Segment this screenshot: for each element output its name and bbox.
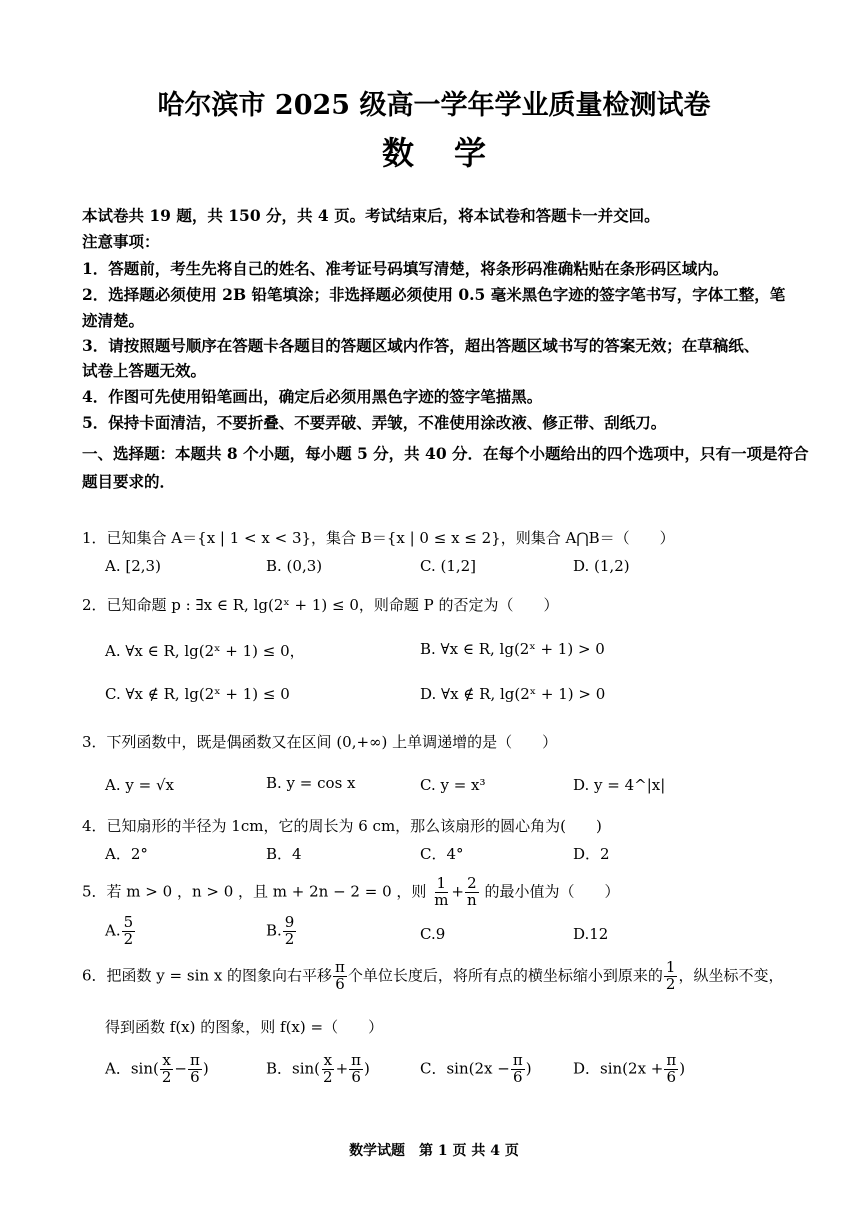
question-2-stem: 2．已知命题 p : ∃x ∈ R, lg(2ˣ + 1) ≤ 0，则命题 P 的否定为（ ） [82,596,559,614]
fraction [283,915,297,948]
option-label: C．sin(2x − [420,1059,510,1078]
question-6-option-b [266,1053,370,1086]
fraction-denominator: 2 [323,1067,333,1086]
fraction [122,915,136,948]
fraction-denominator: 2 [161,1067,172,1086]
fraction-pi-over-6 [333,960,347,993]
fraction [321,1053,335,1086]
close-paren: ) [679,1059,686,1078]
fraction-numerator: 9 [284,913,295,931]
notice-item-3-cont: 试卷上答题无效。 [82,361,207,380]
option-label: A．sin( [105,1059,159,1078]
question-4-option-d: D．2 [573,845,610,863]
fraction-numerator: x [162,1051,171,1069]
fraction-numerator: 1 [665,958,676,976]
question-6-stem-line1 [82,960,783,993]
question-6-stem-line2: 得到函数 f(x) 的图象，则 f(x) =（ ） [105,1018,384,1036]
close-paren: ) [202,1059,209,1078]
question-6-option-d [573,1053,685,1086]
fraction-denominator: 2 [284,929,295,948]
fraction-numerator: 2 [467,874,477,892]
fraction-2-over-n [465,876,479,909]
question-1-option-d: D. (1,2) [573,557,630,575]
question-3-stem: 3．下列函数中，既是偶函数又在区间 (0,+∞) 上单调递增的是（ ） [82,733,558,751]
fraction-numerator: π [335,958,345,976]
fraction-denominator: 6 [666,1067,677,1086]
question-3-option-a: A. y = √x [105,776,174,794]
option-label: A. [105,921,121,940]
fraction-numerator: 1 [436,874,447,892]
fraction-1-over-m [432,876,450,909]
notice-item-2: 2．选择题必须使用 2B 铅笔填涂；非选择题必须使用 0.5 毫米黑色字迹的签字笔书写，字体工整，笔 [82,285,786,304]
fraction-numerator: π [512,1051,523,1069]
question-6-stem-start: 6．把函数 y = sin x 的图象向右平移 [82,966,333,985]
subject-title: 数学 [381,134,526,172]
question-3-option-c: C. y = x³ [420,776,486,794]
question-6-stem-middle: 个单位长度后，将所有点的横坐标缩小到原来的 [347,966,663,985]
fraction-denominator: 6 [512,1067,523,1086]
section-heading: 一、选择题：本题共 8 个小题，每小题 5 分，共 40 分．在每个小题给出的四个选项中，只有一项是符合 [82,444,809,463]
question-4-stem: 4．已知扇形的半径为 1cm，它的周长为 6 cm，那么该扇形的圆心角为( ) [82,817,602,835]
question-1-option-b: B. (0,3) [266,557,323,575]
question-6-option-c [420,1053,532,1086]
question-1-option-a: A. [2,3) [105,557,161,575]
exam-title: 哈尔滨市 2025 级高一学年学业质量检测试卷 [157,90,711,121]
fraction-denominator: 2 [665,974,676,993]
question-5-option-a [105,915,136,948]
question-2-option-a: A. ∀x ∈ R, lg(2ˣ + 1) ≤ 0， [105,642,305,660]
page-footer: 数学试题 第 1 页 共 4 页 [349,1143,519,1159]
section-heading-cont: 题目要求的． [82,472,176,491]
fraction-numerator: π [666,1051,677,1069]
operator: − [174,1059,187,1078]
question-5-option-c: C.9 [420,925,446,943]
question-1-option-c: C. (1,2] [420,557,477,575]
operator: + [335,1059,349,1078]
question-5-stem-end: 的最小值为（ ） [484,882,620,901]
question-4-option-b: B．4 [266,845,302,863]
close-paren: ) [364,1059,370,1078]
fraction [160,1053,174,1086]
notice-item-2-cont: 迹清楚。 [82,311,145,330]
question-6-stem-end: ，纵坐标不变， [678,966,784,985]
notice-item-1: 1．答题前，考生先将自己的姓名、准考证号码填写清楚，将条形码准确粘贴在条形码区域内。 [82,259,729,278]
fraction [349,1053,363,1086]
question-3-option-d: D. y = 4^|x| [573,776,666,794]
fraction-numerator: x [323,1051,333,1069]
fraction-denominator: 2 [123,929,134,948]
fraction-numerator: π [351,1051,362,1069]
option-label: B．sin( [266,1059,321,1078]
option-label: B. [266,921,282,940]
close-paren: ) [525,1059,532,1078]
fraction-denominator: 6 [335,974,345,993]
question-1-stem: 1．已知集合 A＝{x | 1 < x < 3}，集合 B＝{x | 0 ≤ x ≤ 2}，则集合 A⋂B＝（ ） [82,529,675,547]
option-label: D．sin(2x + [573,1059,664,1078]
fraction [511,1053,525,1086]
fraction [188,1053,202,1086]
fraction-denominator: 6 [190,1067,200,1086]
fraction-numerator: π [189,1051,200,1069]
notice-title: 注意事项： [82,232,160,251]
question-5-stem: 5．若 m > 0 ，n > 0 ，且 m + 2n − 2 = 0 ，则 $\frac{1}{m}$ + $\frac{2}{n}$ 的最小值为（ ） [82,874,620,909]
fraction-1-over-2 [664,960,678,993]
notice-item-3: 3．请按照题号顺序在答题卡各题目的答题区域内作答，超出答题区域书写的答案无效；在草稿纸、 [82,336,760,355]
question-4-option-a: A．2° [105,845,148,863]
exam-summary: 本试卷共 19 题，共 150 分，共 4 页。考试结束后，将本试卷和答题卡一并交回。 [82,206,660,225]
question-5-option-b [266,915,297,948]
question-2-option-b: B. ∀x ∈ R, lg(2ˣ + 1) > 0 [420,640,605,658]
fraction-denominator: n [467,890,477,909]
question-5-option-d: D.12 [573,925,609,943]
fraction [664,1053,678,1086]
question-5-stem-start: 5．若 m > 0 ，n > 0 ，且 m + 2n − 2 = 0 ，则 [82,882,427,901]
fraction-numerator: 5 [123,913,134,931]
notice-item-4: 4．作图可先使用铅笔画出，确定后必须用黑色字迹的签字笔描黑。 [82,387,543,406]
question-2-option-d: D. ∀x ∉ R, lg(2ˣ + 1) > 0 [420,685,606,703]
fraction-denominator: 6 [351,1067,361,1086]
question-6-option-a [105,1053,209,1086]
question-3-option-b: B. y = cos x [266,774,356,792]
fraction-denominator: m [434,890,449,909]
question-4-option-c: C．4° [420,845,464,863]
notice-item-5: 5．保持卡面清洁，不要折叠、不要弄破、弄皱，不准使用涂改液、修正带、刮纸刀。 [82,413,667,432]
question-2-option-c: C. ∀x ∉ R, lg(2ˣ + 1) ≤ 0 [105,685,290,703]
